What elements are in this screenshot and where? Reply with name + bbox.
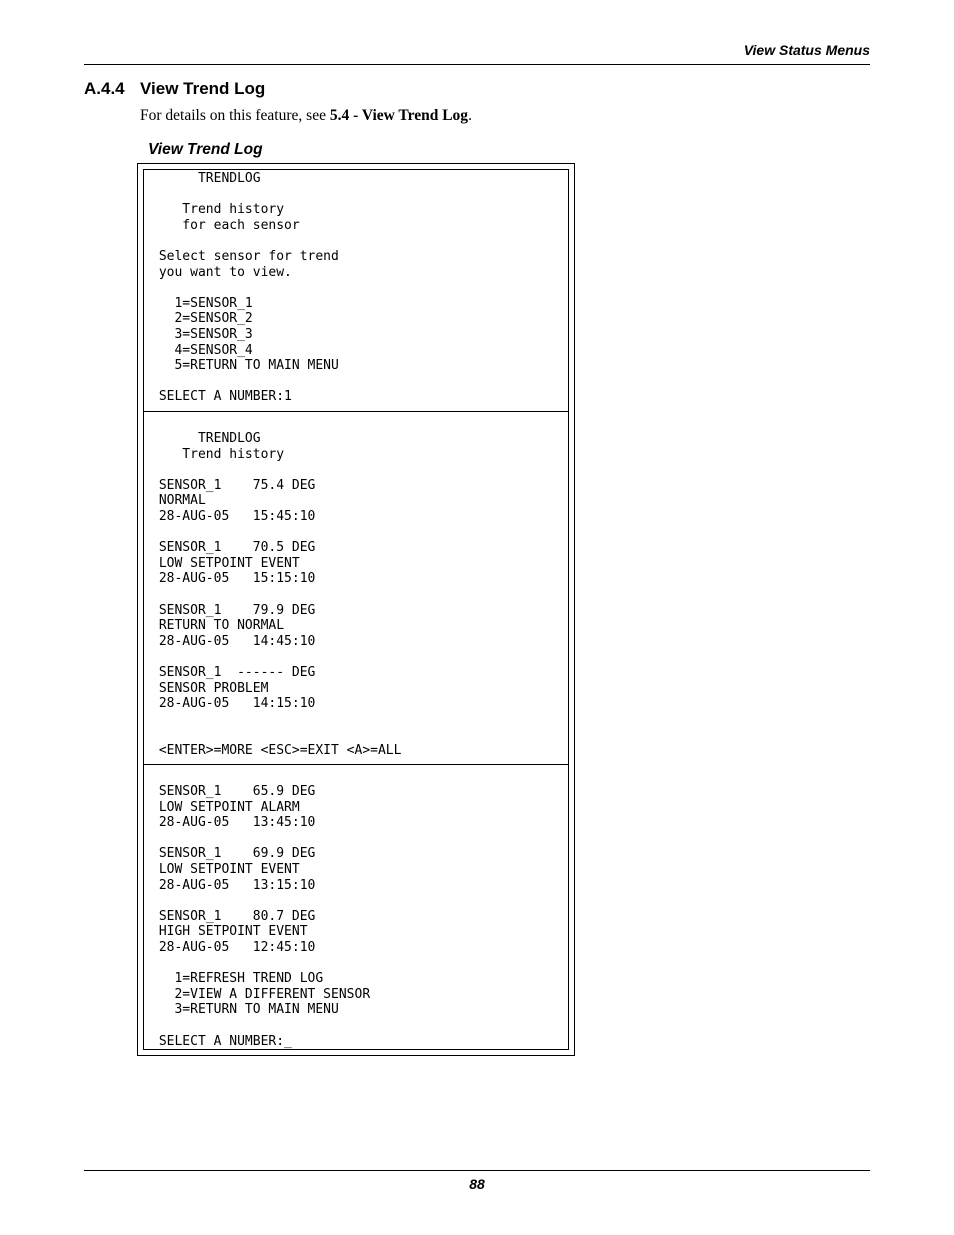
section-heading — [84, 79, 265, 99]
page-header-title: View Status Menus — [743, 42, 870, 58]
section-title: View Trend Log — [140, 79, 266, 98]
section-number: A.4.4 — [84, 79, 125, 98]
intro-suffix: . — [468, 107, 472, 124]
terminal-screen-frame — [137, 163, 575, 1056]
intro-prefix: For details on this feature, see — [140, 107, 330, 124]
trend-log-menu-screen: TRENDLOG Trend history for each sensor Select sensor for trend you want to view. 1=SENSOR_1 2=SENSOR_2 3=SENSOR_3 4=SENSOR_4 5=RETURN TO MAIN MENU SELECT A NUMBER:1 — [158, 171, 339, 405]
screen-divider — [143, 764, 569, 765]
figure-caption: View Trend Log — [148, 141, 263, 158]
intro-paragraph — [140, 107, 472, 125]
trend-history-more-screen: SENSOR_1 65.9 DEG LOW SETPOINT ALARM 28-AUG-05 13:45:10 SENSOR_1 69.9 DEG LOW SETPOINT EVENT 28-AUG-05 13:15:10 SENSOR_1 80.7 DEG HIGH SETPOINT EVENT 28-AUG-05 12:45:10 1=REFRESH TREND LOG 2=VIEW A DIFFERENT SENSOR 3=RETURN TO MAIN MENU SELECT A NUMBER:_ — [158, 784, 371, 1049]
page-number: 88 — [469, 1176, 485, 1192]
trend-history-screen: TRENDLOG Trend history SENSOR_1 75.4 DEG NORMAL 28-AUG-05 15:45:10 SENSOR_1 70.5 DEG LOW SETPOINT EVENT 28-AUG-05 15:15:10 SENSOR_1 79.9 DEG RETURN TO NORMAL 28-AUG-05 14:45:10 SENSOR_1 ------ DEG SENSOR PROBLEM 28-AUG-05 14:15:10 <ENTER>=MORE <ESC>=EXIT <A>=ALL — [158, 431, 402, 758]
header-rule — [84, 64, 870, 65]
intro-cross-reference: 5.4 - View Trend Log — [329, 107, 469, 124]
screen-divider — [143, 411, 569, 412]
footer-rule — [84, 1170, 870, 1171]
